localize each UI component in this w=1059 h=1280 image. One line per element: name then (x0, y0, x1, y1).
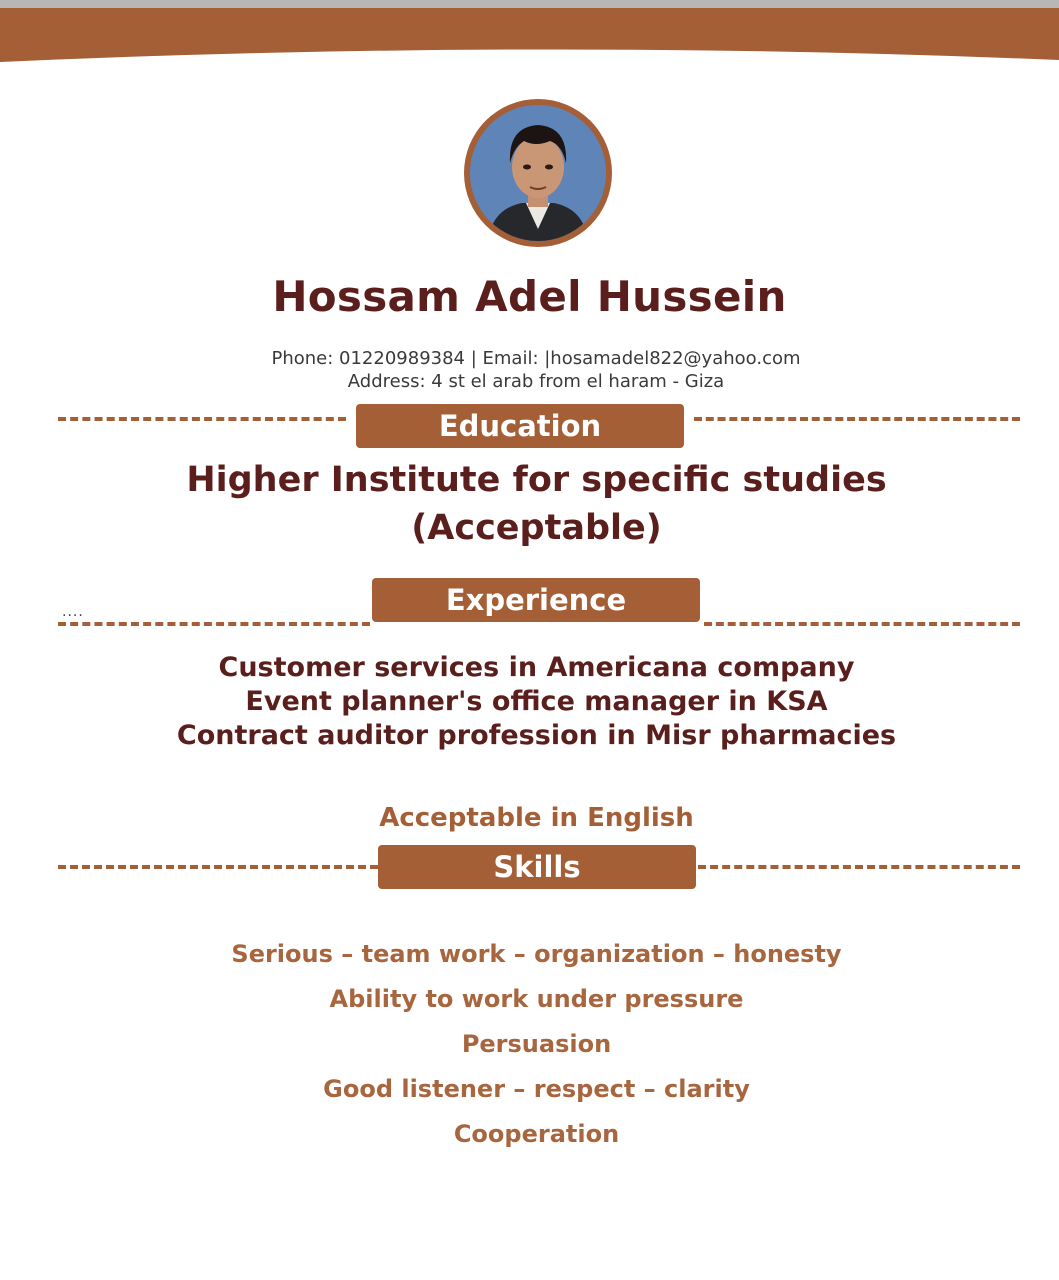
top-brown-banner (0, 8, 1059, 68)
section-divider-left (58, 865, 378, 869)
section-divider-right (694, 417, 1020, 421)
contact-address: Address: 4 st el arab from el haram - Giza (347, 371, 725, 392)
experience-item: Event planner's office manager in KSA (245, 686, 828, 717)
education-institute: Higher Institute for specific studies (186, 460, 887, 500)
education-heading: Education (356, 404, 684, 448)
skill-item: Cooperation (453, 1120, 620, 1148)
profile-photo-frame (464, 99, 612, 247)
skills-heading: Skills (378, 845, 696, 889)
section-divider-right (698, 865, 1020, 869)
skill-item: Good listener – respect – clarity (323, 1075, 750, 1103)
skill-item: Persuasion (461, 1030, 612, 1058)
experience-item: Contract auditor profession in Misr pharmacies (176, 720, 897, 751)
contact-phone-email: Phone: 01220989384 | Email: |hosamadel822@yahoo.com (271, 348, 801, 369)
person-portrait-icon (470, 105, 606, 241)
section-divider-left (58, 622, 370, 626)
top-gray-strip (0, 0, 1059, 8)
experience-item: Customer services in Americana company (218, 652, 855, 683)
section-divider-left (58, 417, 346, 421)
profile-photo (470, 105, 606, 241)
skill-item: Ability to work under pressure (329, 985, 744, 1013)
section-divider-right (704, 622, 1020, 626)
language-level: Acceptable in English (379, 803, 694, 833)
skill-item: Serious – team work – organization – honesty (231, 940, 842, 968)
education-grade: (Acceptable) (411, 508, 662, 548)
experience-heading: Experience (372, 578, 700, 622)
stray-dots: .... (62, 604, 84, 620)
candidate-name: Hossam Adel Hussein (272, 272, 787, 321)
